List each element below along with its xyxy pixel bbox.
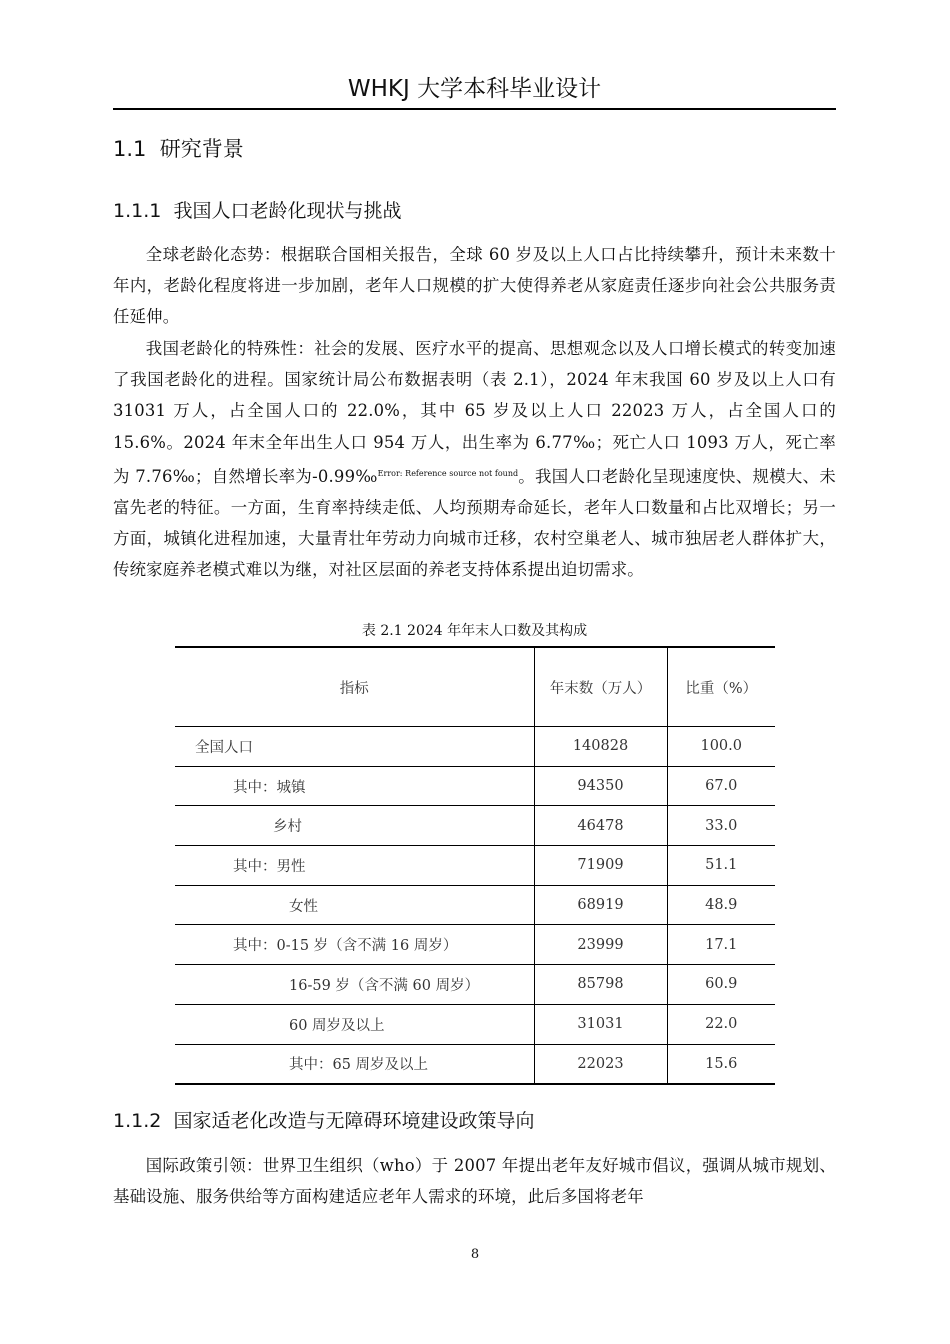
row-label: 其中：城镇 — [175, 766, 534, 806]
paragraph-text: 。我国人口老龄化呈现速度快、规模大、未富先老的特征。一方面，生育率持续走低、人均预期寿命延长，老年人口数量和占比双增长；另一方面，城镇化进程加速，大量青壮年劳动力向城市迁移，农村空巢老人、城市独居老人群体扩大，传统家庭养老模式难以为继，对社区层面的养老支持体系提出迫切需求。 — [113, 466, 836, 580]
row-label: 其中：65 周岁及以上 — [175, 1044, 534, 1084]
row-share: 33.0 — [667, 806, 775, 846]
paragraph-international-policy: 国际政策引领：世界卫生组织（who）于 2007 年提出老年友好城市倡议，强调从城市规划、基础设施、服务供给等方面构建适应老年人需求的环境，此后多国将老年 — [113, 1156, 836, 1207]
subsection-heading-2 — [113, 1106, 534, 1133]
paragraph-global-aging: 全球老龄化态势：根据联合国相关报告，全球 60 岁及以上人口占比持续攀升，预计未来数十年内，老龄化程度将进一步加剧，老年人口规模的扩大使得养老从家庭责任逐步向社会公共服务责任延伸。 — [113, 245, 836, 327]
header-title: WHKJ 大学本科毕业设计 — [347, 76, 602, 102]
row-label: 其中：男性 — [175, 846, 534, 886]
row-value: 23999 — [534, 925, 667, 965]
row-share: 100.0 — [667, 727, 775, 767]
row-label: 女性 — [175, 885, 534, 925]
table-row — [175, 766, 775, 806]
row-value: 71909 — [534, 846, 667, 886]
row-label: 其中：0-15 岁（含不满 16 周岁） — [175, 925, 534, 965]
row-value: 31031 — [534, 1004, 667, 1044]
header-share: 比重（%） — [667, 647, 775, 727]
row-label: 60 周岁及以上 — [175, 1004, 534, 1044]
table-row — [175, 806, 775, 846]
row-value: 140828 — [534, 727, 667, 767]
section-title: 研究背景 — [159, 137, 244, 161]
table-row — [175, 727, 775, 767]
page-number: 8 — [470, 1247, 480, 1262]
row-label: 乡村 — [175, 806, 534, 846]
row-label: 全国人口 — [175, 727, 534, 767]
row-value: 68919 — [534, 885, 667, 925]
header-year-end-count: 年末数（万人） — [534, 647, 667, 727]
section-number: 1.1 — [113, 137, 147, 161]
paragraph-china-aging — [113, 333, 836, 586]
table-row — [175, 846, 775, 886]
table-header-row — [175, 647, 775, 727]
population-table — [175, 646, 775, 1085]
subsection-title: 国家适老化改造与无障碍环境建设政策导向 — [173, 1110, 535, 1132]
table-row — [175, 1044, 775, 1084]
row-share: 22.0 — [667, 1004, 775, 1044]
row-share: 60.9 — [667, 965, 775, 1005]
section-heading — [113, 133, 244, 163]
row-value: 46478 — [534, 806, 667, 846]
page-header — [113, 72, 836, 110]
row-value: 94350 — [534, 766, 667, 806]
header-indicator: 指标 — [175, 647, 534, 727]
row-value: 85798 — [534, 965, 667, 1005]
subsection-number: 1.1.1 — [113, 200, 162, 222]
table-row — [175, 1004, 775, 1044]
table-row — [175, 925, 775, 965]
row-share: 17.1 — [667, 925, 775, 965]
table-row — [175, 965, 775, 1005]
row-share: 67.0 — [667, 766, 775, 806]
row-share: 51.1 — [667, 846, 775, 886]
table-caption: 表 2.1 2024 年年末人口数及其构成 — [361, 623, 588, 639]
row-label: 16-59 岁（含不满 60 周岁） — [175, 965, 534, 1005]
row-share: 15.6 — [667, 1044, 775, 1084]
subsection-heading-1 — [113, 196, 401, 223]
subsection-number: 1.1.2 — [113, 1110, 162, 1132]
subsection-title: 我国人口老龄化现状与挑战 — [173, 200, 402, 222]
reference-error: Error: Reference source not found — [377, 468, 519, 478]
paragraph-text: 我国老龄化的特殊性：社会的发展、医疗水平的提高、思想观念以及人口增长模式的转变加速了我国老龄化的进程。国家统计局公布数据表明（表 2.1），2024 年末我国 60 岁及以上人口有 31031 万人，占全国人口的 22.0%，其中 65 岁及以上人口 22023 万人，占全国人口的 15.6%。2024 年末全年出生人口 954 万人，出生率为 6.77‰；死亡人口 1093 万人，死亡率为 7.76‰；自然增长率为-0.99‰ — [113, 339, 836, 486]
row-share: 48.9 — [667, 885, 775, 925]
table-row — [175, 885, 775, 925]
row-value: 22023 — [534, 1044, 667, 1084]
